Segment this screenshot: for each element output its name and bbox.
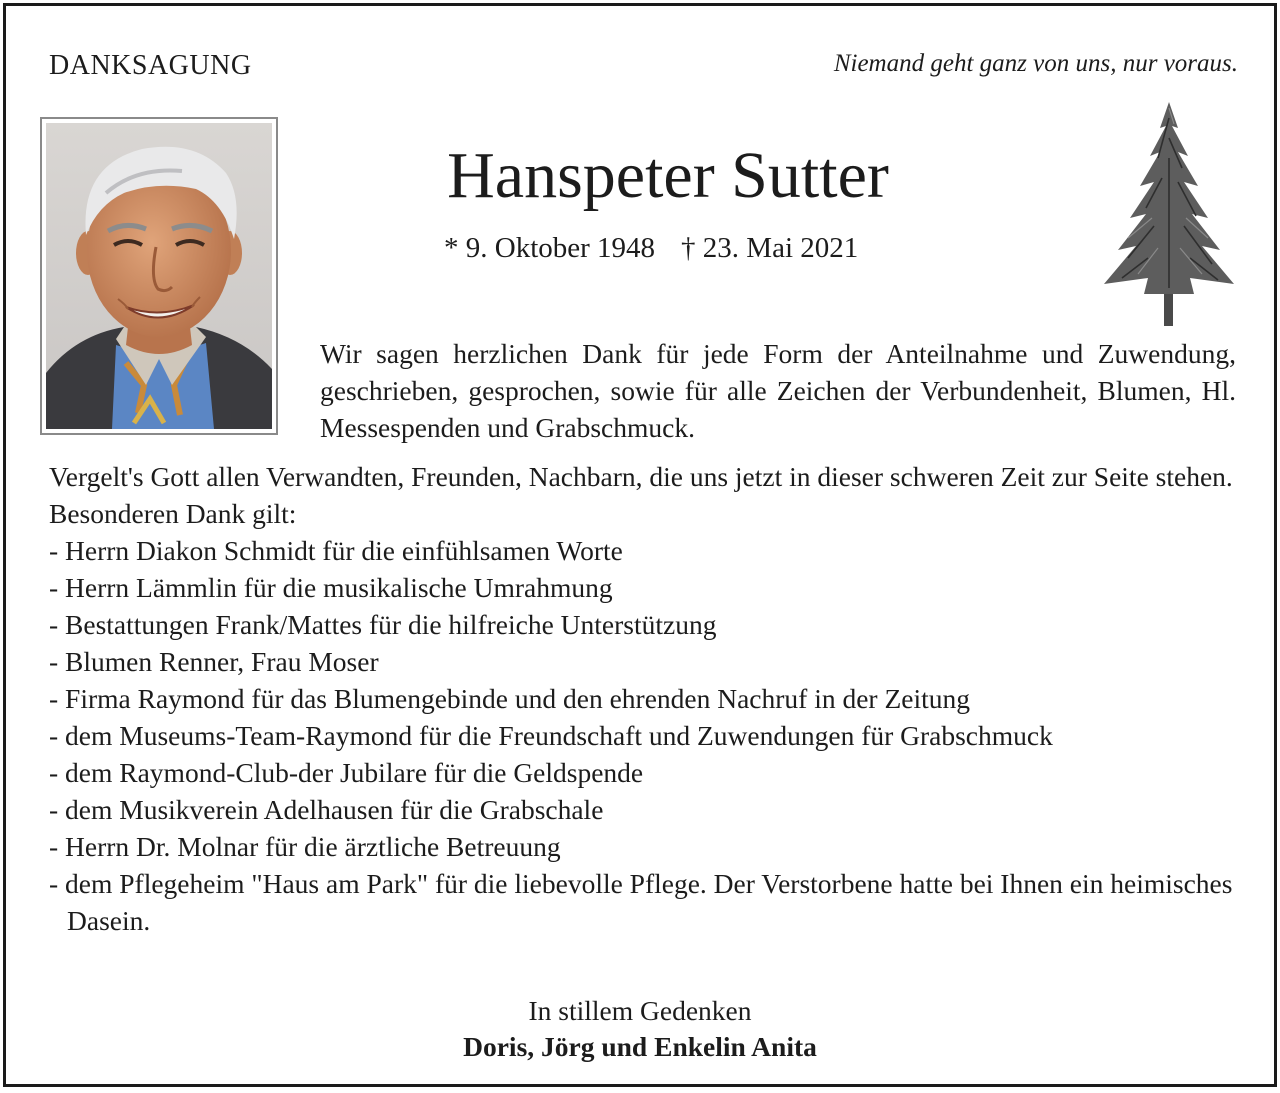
- signatories: Doris, Jörg und Enkelin Anita: [463, 1031, 817, 1062]
- fir-tree-icon: [1098, 98, 1240, 330]
- thanks-list: [49, 532, 1239, 939]
- closing-line: In stillem Gedenken: [528, 995, 752, 1026]
- list-item: - Firma Raymond für das Blumengebinde und den ehrenden Nachruf in der Zeitung: [49, 683, 970, 714]
- deceased-name: Hanspeter Sutter: [447, 139, 889, 212]
- thanks-section: [49, 458, 1239, 939]
- motto-quote: Niemand geht ganz von uns, nur voraus.: [833, 50, 1238, 77]
- list-item: - dem Raymond-Club-der Jubilare für die Geldspende: [49, 757, 644, 788]
- list-item: - Blumen Renner, Frau Moser: [49, 646, 379, 677]
- list-item: - dem Pflegeheim "Haus am Park" für die liebevolle Pflege. Der Verstorbene hatte bei Ihnen ein heimisches Dasein.: [49, 868, 1233, 936]
- list-item: - Bestattungen Frank/Mattes für die hilfreiche Unterstützung: [49, 609, 717, 640]
- list-item: - Herrn Lämmlin für die musikalische Umrahmung: [49, 572, 613, 603]
- list-item: - Herrn Dr. Molnar für die ärztliche Betreuung: [49, 831, 561, 862]
- intro-paragraph: Wir sagen herzlichen Dank für jede Form der Anteilnahme und Zuwendung, geschrieben, gesprochen, sowie für alle Zeichen der Verbundenheit, Blumen, Hl. Messespenden und Grabschmuck.: [320, 338, 1236, 443]
- birth-date: * 9. Oktober 1948: [444, 232, 656, 264]
- death-date: † 23. Mai 2021: [681, 232, 859, 264]
- portrait-photo: [46, 123, 272, 429]
- life-dates: [444, 232, 858, 265]
- special-thanks-heading: Besonderen Dank gilt:: [49, 498, 297, 529]
- notice-type-label: DANKSAGUNG: [49, 50, 252, 81]
- list-item: - dem Museums-Team-Raymond für die Freundschaft und Zuwendungen für Grabschmuck: [49, 720, 1053, 751]
- list-item: - dem Musikverein Adelhausen für die Grabschale: [49, 794, 604, 825]
- list-item: - Herrn Diakon Schmidt für die einfühlsamen Worte: [49, 535, 623, 566]
- closing-block: [6, 993, 1274, 1065]
- portrait-frame: [40, 117, 278, 435]
- body-paragraph: Vergelt's Gott allen Verwandten, Freunden, Nachbarn, die uns jetzt in dieser schweren Zeit zur Seite stehen.: [49, 461, 1233, 492]
- obituary-notice: [3, 3, 1277, 1087]
